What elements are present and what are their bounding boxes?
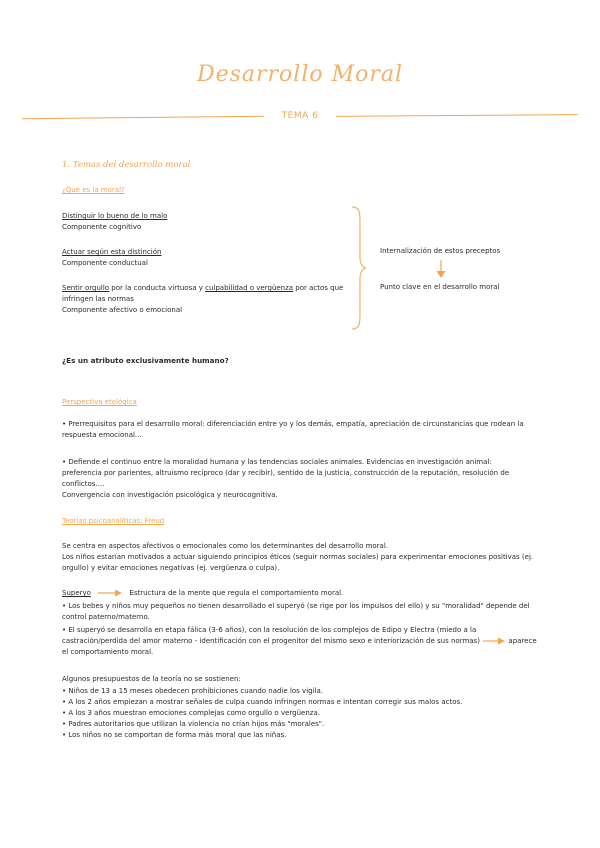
subheading-freud: Teorías psicoanalíticas: Freud — [62, 517, 165, 525]
item-component: Componente afectivo o emocional — [62, 306, 183, 314]
item-cognitive — [62, 211, 167, 233]
item-component: Componente cognitivo — [62, 223, 142, 231]
list-item: • Los niños no se comportan de forma más moral que las niñas. — [62, 731, 287, 739]
internalization-text: Internalización de estos preceptos — [380, 247, 501, 255]
item-component: Componente conductual — [62, 259, 148, 267]
question-heading: ¿Es un atributo exclusivamente humano? — [62, 356, 229, 365]
arrow-right-icon — [482, 637, 506, 645]
presupuestos-list — [62, 686, 542, 741]
page-title: Desarrollo Moral — [196, 62, 404, 87]
item-behavioral — [62, 247, 161, 269]
key-point-text: Punto clave en el desarrollo moral — [380, 283, 500, 291]
freud-intro: Se centra en aspectos afectivos o emocionales como los determinantes del desarrollo moral. Los niños estarían motivados a actuar siguiendo principios éticos (seguir normas sociales) para experimentar emociones positivas (ej. orgullo) y evitar emociones negativas (ej. vergüenza o culpa). — [62, 542, 534, 572]
arrow-right-icon — [97, 589, 123, 597]
arrow-down-icon — [435, 259, 447, 279]
item-affective — [62, 283, 362, 316]
item-title: Actuar según esta distinción — [62, 248, 162, 256]
superyo-definition: Estructura de la mente que regula el comportamiento moral. — [129, 589, 344, 597]
subheading-etologica: Perspectiva etológica — [62, 398, 137, 406]
list-item: • A los 3 años muestran emociones complejas como orgullo o vergüenza. — [62, 709, 320, 717]
freud-bullet-1: • Los bebes y niños muy pequeños no tienen desarrollado el superyó (se rige por los impulsos del ello) y su "moralidad" depende del control paterno/materno. — [62, 602, 530, 621]
list-item: • A los 2 años empiezan a mostrar señales de culpa cuando infringen normas e intentan corregir sus malos actos. — [62, 698, 463, 706]
list-item: • Padres autoritarios que utilizan la violencia no crían hijos más "morales". — [62, 720, 325, 728]
freud-bullet-2: • El superyó se desarrolla en etapa fálica (3-6 años), con la resolución de los complejos de Edipo y Electra (miedo a la castración/perdida del amor materno - identificación con el progenitor del mismo sexo e interiorización de sus normas) aparece el comportamiento moral. — [62, 626, 537, 656]
curly-brace — [348, 205, 368, 331]
subheading-moral: ¿Qué es la moral? — [62, 186, 125, 194]
etologica-paragraph-1: • Prerrequisitos para el desarrollo moral: diferenciación entre yo y los demás, empatía, apreciación de circunstancias que rodean la respuesta emocional... — [62, 420, 524, 439]
superyo-line — [62, 588, 542, 599]
etologica-paragraph-2: • Defiende el continuo entre la moralidad humana y las tendencias sociales animales. Evidencias en investigación animal: preferencia por parientes, altruismo recíproco (dar y recibir), sentido de la justicia, construcción de la reputación, resolución de conflictos.... Convergencia con investigación psicológica y neurocognitiva. — [62, 458, 510, 499]
list-item: • Niños de 13 a 15 meses obedecen prohibiciones cuando nadie los vigila. — [62, 687, 323, 695]
item-title-line: Sentir orgullo por la conducta virtuosa y culpabilidad o vergüenza por actos que — [62, 284, 344, 292]
superyo-term: Superyo — [62, 589, 91, 597]
item-title-line2: infringen las normas — [62, 295, 134, 303]
topic-label: TEMA 6 — [281, 111, 319, 121]
item-title: Distinguir lo bueno de lo malo — [62, 212, 168, 220]
presupuestos-intro: Algunos presupuestos de la teoría no se sostienen: — [62, 675, 241, 683]
section-heading: 1. Temas del desarrollo moral — [62, 160, 191, 170]
